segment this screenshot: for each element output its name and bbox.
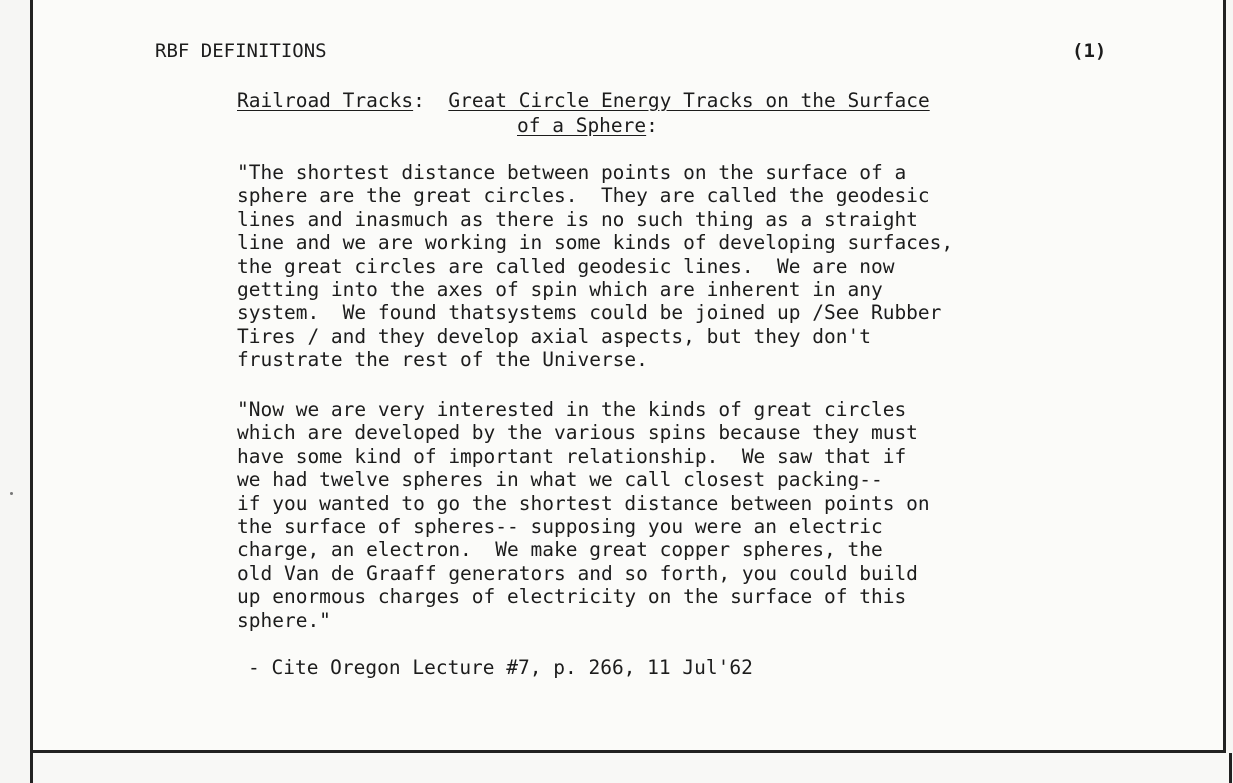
entry-term-colon: : xyxy=(413,89,425,112)
quote2-line: charge, an electron. We make great copper spheres, the xyxy=(237,538,883,562)
entry-heading xyxy=(237,89,930,113)
quote1-line: getting into the axes of spin which are inherent in any xyxy=(237,278,883,302)
entry-subtopic-colon: : xyxy=(646,114,658,137)
quote1-line: Tires / and they develop axial aspects, but they don't xyxy=(237,324,871,348)
quote1-line: frustrate the rest of the Universe. xyxy=(237,348,648,372)
paper-speck xyxy=(10,492,13,495)
quote2-line: have some kind of important relationship. We saw that if xyxy=(237,444,907,468)
quote1-line: the great circles are called geodesic lines. We are now xyxy=(237,254,895,278)
quote2-line: sphere." xyxy=(237,608,331,632)
card-header-title: RBF DEFINITIONS xyxy=(155,40,327,62)
quote1-line: "The shortest distance between points on the surface of a xyxy=(237,161,907,184)
quote2-line: "Now we are very interested in the kinds of great circles xyxy=(237,398,907,421)
quote2-line: up enormous charges of electricity on the surface of this xyxy=(237,585,907,609)
quote2-line: the surface of spheres-- supposing you were an electric xyxy=(237,515,883,539)
quote1-line: lines and inasmuch as there is no such thing as a straight xyxy=(237,207,918,231)
quote-paragraph-1 xyxy=(237,161,953,372)
next-index-card-edge xyxy=(30,753,1232,783)
quote2-line: we had twelve spheres in what we call closest packing-- xyxy=(237,468,883,492)
entry-subtopic-line1: Great Circle Energy Tracks on the Surface xyxy=(448,89,930,112)
entry-subtopic-continuation xyxy=(517,114,658,138)
quote2-line: old Van de Graaff generators and so forth, you could build xyxy=(237,561,918,585)
quote1-line: line and we are working in some kinds of developing surfaces, xyxy=(237,231,954,255)
card-page-number: (1) xyxy=(1072,40,1107,62)
quote-paragraph-2 xyxy=(237,398,930,632)
quote1-line: system. We found thatsystems could be joined up /See Rubber xyxy=(237,301,942,325)
entry-term: Railroad Tracks xyxy=(237,89,414,112)
entry-subtopic-line2: of a Sphere xyxy=(517,114,647,137)
quote2-line: which are developed by the various spins because they must xyxy=(237,421,918,445)
quote1-line: sphere are the great circles. They are called the geodesic xyxy=(237,184,930,208)
citation: - Cite Oregon Lecture #7, p. 266, 11 Jul'62 xyxy=(248,656,753,679)
quote2-line: if you wanted to go the shortest distance between points on xyxy=(237,491,930,515)
